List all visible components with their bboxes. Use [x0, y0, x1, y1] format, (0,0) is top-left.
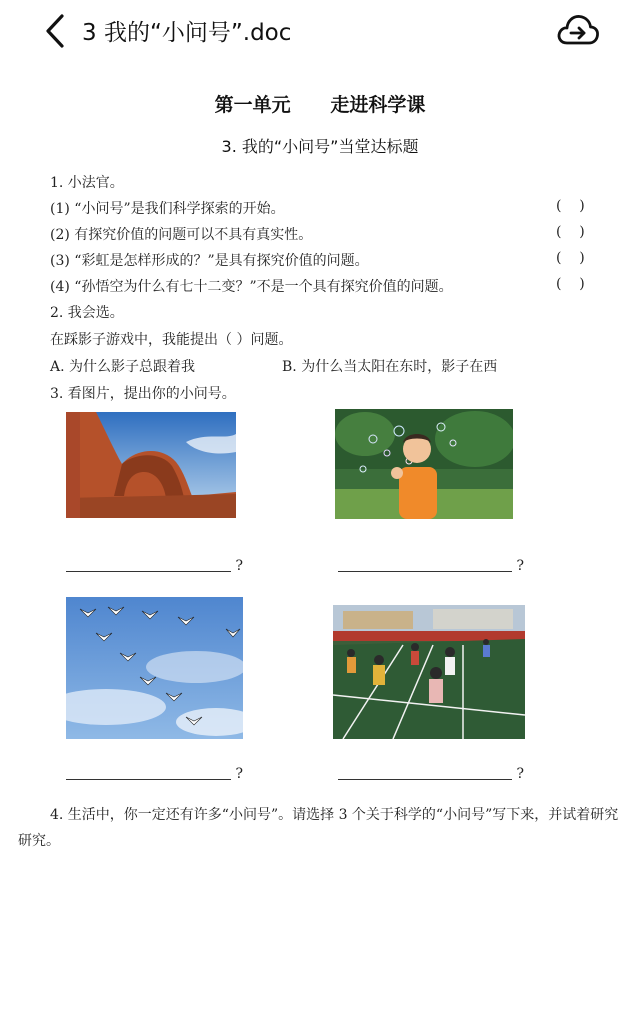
q2-option-a: A. 为什么影子总跟着我: [50, 359, 196, 375]
lesson-title: 3. 我的“小问号”当堂达标题: [221, 137, 419, 156]
q1-item-1: (1) “小问号”是我们科学探索的开始。: [50, 201, 285, 217]
child-bubbles-photo: [335, 409, 513, 519]
q1-item-3: (3) “彩虹是怎样形成的？”是具有探究价值的问题。: [50, 253, 369, 269]
q1-item-2: (2) 有探究价值的问题可以不具有真实性。: [50, 227, 313, 243]
q1-answer-box-2: ( ): [556, 224, 585, 240]
question-blank-3[interactable]: ?: [66, 764, 231, 782]
flying-birds-photo: [66, 597, 243, 739]
q2-option-b: B. 为什么当太阳在东时，影子在西: [282, 359, 498, 375]
q1-answer-box-3: ( ): [556, 250, 585, 266]
cloud-upload-icon[interactable]: [556, 12, 600, 50]
top-bar: [0, 0, 640, 62]
q2-stem: 在踩影子游戏中，我能提出（ ）问题。: [50, 332, 293, 348]
chevron-left-icon[interactable]: [40, 12, 74, 50]
q2-heading: 2. 我会选。: [50, 305, 124, 321]
q1-answer-box-4: ( ): [556, 276, 585, 292]
q1-item-4: (4) “孙悟空为什么有七十二变？”不是一个具有探究价值的问题。: [50, 279, 453, 295]
children-running-photo: [333, 605, 525, 739]
q3-heading: 3. 看图片，提出你的小问号。: [50, 386, 236, 402]
q1-answer-box-1: ( ): [556, 198, 585, 214]
rock-arch-photo: [66, 412, 236, 518]
document-page: [0, 62, 640, 1026]
question-blank-4[interactable]: ?: [338, 764, 512, 782]
document-title: 3 我的“小问号”.doc: [82, 20, 292, 46]
q4-text: 4. 生活中，你一定还有许多“小问号”。请选择 3 个关于科学的“小问号”写下来，并试着研究研究。: [18, 807, 619, 849]
question-blank-1[interactable]: ?: [66, 556, 231, 574]
unit-title: 第一单元 走进科学课: [214, 94, 426, 116]
question-blank-2[interactable]: ?: [338, 556, 512, 574]
q1-heading: 1. 小法官。: [50, 175, 124, 191]
